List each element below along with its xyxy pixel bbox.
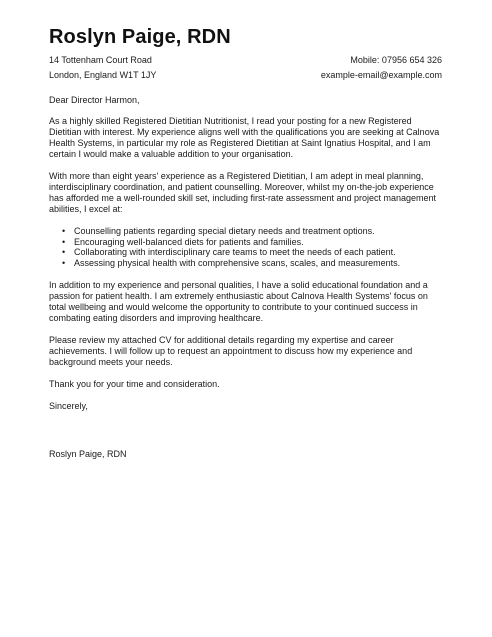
bullet-icon: • — [62, 257, 66, 268]
salutation: Dear Director Harmon, — [49, 95, 140, 105]
letter-body — [49, 95, 446, 460]
contact-block — [49, 53, 442, 83]
address-line-1: 14 Tottenham Court Road — [49, 55, 152, 65]
sender-name: Roslyn Paige, RDN — [49, 26, 231, 48]
list-item-text: Encouraging well-balanced diets for patients and families. — [74, 236, 304, 247]
mobile-number: Mobile: 07956 654 326 — [350, 55, 442, 65]
address-line-2: London, England W1T 1JY — [49, 70, 157, 80]
bullet-icon: • — [62, 226, 66, 236]
list-item-text: Assessing physical health with comprehensive scans, scales, and measurements. — [74, 257, 401, 268]
list-item — [49, 226, 446, 237]
list-item-text: Counselling patients regarding special dietary needs and treatment options. — [74, 226, 375, 236]
contact-row-1 — [49, 53, 442, 68]
contact-row-2 — [49, 68, 442, 83]
closing: Sincerely, — [49, 401, 88, 411]
list-item — [49, 247, 446, 258]
list-item — [49, 258, 446, 269]
paragraph-5: Thank you for your time and consideration. — [49, 379, 220, 389]
list-item-text: Collaborating with interdisciplinary care teams to meet the needs of each patient. — [74, 247, 396, 257]
signature: Roslyn Paige, RDN — [49, 449, 127, 459]
skills-list — [49, 226, 446, 268]
paragraph-1: As a highly skilled Registered Dietitian Nutritionist, I read your posting for a new Registered Dietitian with interest. My experience aligns well with the qualifications you are seeking at Calnova Health Systems, in particular my role as Registered Dietitian at Saint Ignatius Hospital, and I am certain I would make a valuable addition to your organisation. — [49, 116, 440, 159]
list-item — [49, 237, 446, 248]
paragraph-2: With more than eight years' experience as a Registered Dietitian, I am adept in meal planning, interdisciplinary coordination, and patient counselling. Moreover, whilst my on-the-job experience has afforded me a well-rounded skill set, including first-rate assessment and project management abilities, I excel at: — [49, 171, 437, 214]
bullet-icon: • — [62, 236, 66, 247]
bullet-icon: • — [62, 247, 66, 257]
paragraph-4: Please review my attached CV for additional details regarding my expertise and career achievements. I will follow up to request an appointment to discuss how my experience and background meets your needs. — [49, 335, 413, 367]
email-address: example-email@example.com — [320, 70, 442, 80]
paragraph-3: In addition to my experience and personal qualities, I have a solid educational foundation and a passion for patient health. I am extremely enthusiastic about Calnova Health Systems' focus on total wellbeing and would welcome the opportunity to contribute to your continued success in combating eating disorders and improving healthcare. — [49, 280, 428, 323]
